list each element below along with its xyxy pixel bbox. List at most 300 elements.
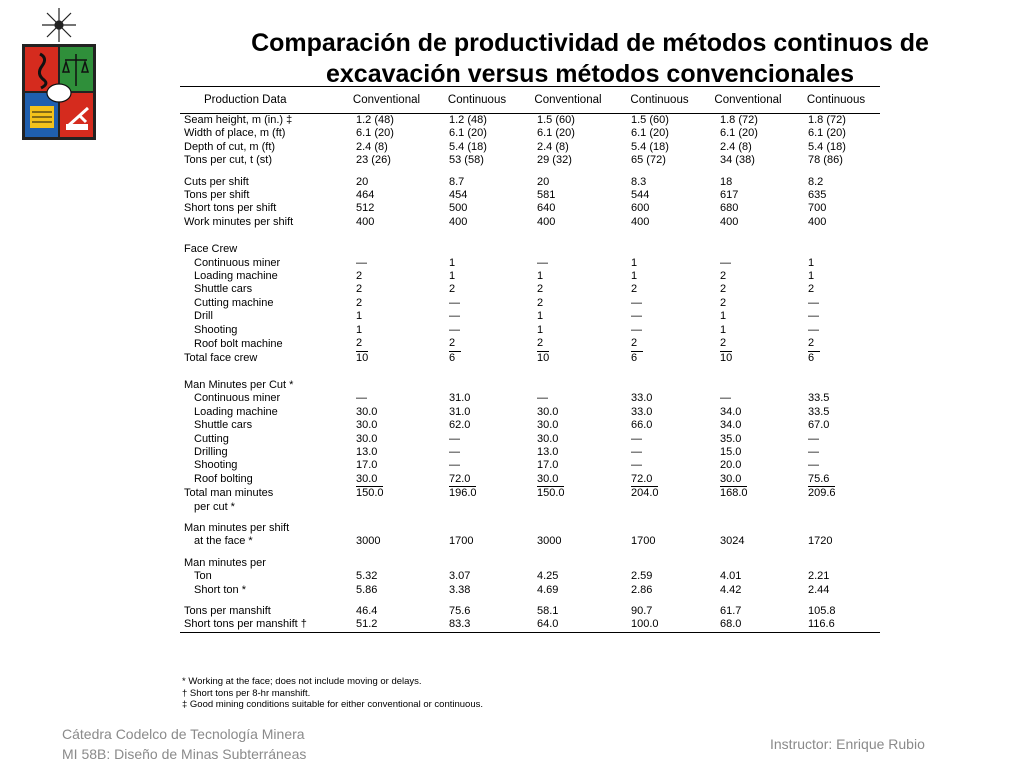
cell-value <box>340 605 433 618</box>
cell-value <box>704 283 792 296</box>
cell-text: 30.0 <box>537 419 559 432</box>
cell-text: 2 <box>537 296 544 309</box>
row-label: Shooting <box>194 323 238 336</box>
cell-text: 53 (58) <box>449 154 484 167</box>
cell-value <box>521 501 615 514</box>
cell-text: 31.0 <box>449 405 471 418</box>
row-label: Total face crew <box>184 351 258 364</box>
cell-value <box>433 406 521 419</box>
cell-value <box>615 189 704 202</box>
cell-text: 2.4 (8) <box>537 140 569 153</box>
cell-text: 400 <box>537 215 556 228</box>
cell-text: — <box>808 445 819 458</box>
cell-value <box>340 310 433 323</box>
cell-text: 31.0 <box>449 392 471 405</box>
cell-text: 23 (26) <box>356 154 391 167</box>
cell-text: 75.6 <box>808 473 835 487</box>
cell-text: 1 <box>537 270 544 283</box>
cell-value <box>433 202 521 215</box>
cell-value <box>521 535 615 548</box>
cell-value <box>340 154 433 167</box>
cell-text: 1 <box>449 256 456 269</box>
cell-value <box>704 154 792 167</box>
row-label: Work minutes per shift <box>184 215 294 228</box>
cell-value <box>792 522 880 535</box>
cell-value <box>433 618 521 632</box>
cell-text: 33.5 <box>808 405 830 418</box>
cell-text: — <box>356 256 367 269</box>
cell-value <box>615 392 704 405</box>
cell-value <box>340 337 433 351</box>
cell-text: 544 <box>631 189 650 202</box>
cell-text: — <box>449 445 460 458</box>
cell-text: 2.59 <box>631 570 653 583</box>
cell-text: 2 <box>808 337 820 351</box>
cell-text: 5.4 (18) <box>449 140 487 153</box>
row-label: per cut * <box>194 500 235 513</box>
cell-value <box>792 297 880 310</box>
cell-text: 83.3 <box>449 618 471 631</box>
cell-value <box>433 433 521 446</box>
cell-text: 8.3 <box>631 175 647 188</box>
cell-text: 6 <box>449 351 456 364</box>
cell-value <box>521 392 615 405</box>
cell-text: 3000 <box>537 535 562 548</box>
cell-value <box>433 127 521 140</box>
table-row <box>180 446 880 459</box>
cell-text: 66.0 <box>631 419 653 432</box>
cell-value <box>792 243 880 256</box>
cell-value <box>340 216 433 229</box>
table-row <box>180 584 880 597</box>
cell-text: 1 <box>537 310 544 323</box>
cell-value <box>433 310 521 323</box>
table-row <box>180 270 880 283</box>
cell-text: 2.4 (8) <box>720 140 752 153</box>
cell-value <box>433 297 521 310</box>
cell-text: 29 (32) <box>537 154 572 167</box>
cell-text: 6 <box>808 351 815 364</box>
cell-value <box>340 141 433 154</box>
cell-value <box>704 297 792 310</box>
cell-text: 1 <box>631 256 638 269</box>
footer-course-name: MI 58B: Diseño de Minas Subterráneas <box>62 746 307 762</box>
cell-value <box>340 257 433 270</box>
cell-text: 700 <box>808 202 827 215</box>
cell-value <box>704 189 792 202</box>
cell-text: — <box>449 432 460 445</box>
cell-value <box>704 501 792 514</box>
cell-text: — <box>808 432 819 445</box>
cell-value <box>615 584 704 597</box>
row-label: Tons per shift <box>184 189 250 202</box>
cell-value <box>340 419 433 432</box>
cell-value <box>704 522 792 535</box>
cell-text: 2 <box>720 337 732 351</box>
cell-text: — <box>449 310 460 323</box>
cell-value <box>433 216 521 229</box>
cell-value <box>340 392 433 405</box>
cell-value <box>792 176 880 189</box>
cell-value <box>615 605 704 618</box>
cell-value <box>521 324 615 337</box>
cell-value <box>704 270 792 283</box>
cell-text: 1700 <box>449 535 474 548</box>
cell-value <box>521 337 615 351</box>
cell-text: 581 <box>537 189 556 202</box>
table-row <box>180 459 880 472</box>
table-row <box>180 176 880 189</box>
cell-value <box>615 283 704 296</box>
row-label: Seam height, m (in.) ‡ <box>184 114 293 126</box>
university-crest-icon <box>18 6 100 144</box>
cell-value <box>792 406 880 419</box>
cell-value <box>615 618 704 632</box>
cell-value <box>704 310 792 323</box>
cell-value <box>792 283 880 296</box>
cell-text: 30.0 <box>720 473 747 487</box>
cell-text: 20 <box>537 175 550 188</box>
cell-value <box>704 584 792 597</box>
cell-value <box>340 283 433 296</box>
cell-value <box>615 154 704 167</box>
cell-value <box>792 535 880 548</box>
cell-value <box>792 392 880 405</box>
cell-text: 10 <box>356 351 369 364</box>
cell-value <box>521 433 615 446</box>
cell-text: 6.1 (20) <box>720 127 758 140</box>
cell-text: 1.2 (48) <box>449 114 487 126</box>
row-label: Shuttle cars <box>194 283 253 296</box>
cell-text: — <box>631 445 642 458</box>
table-row <box>180 473 880 487</box>
cell-value <box>615 522 704 535</box>
cell-text: 3.38 <box>449 583 471 596</box>
cell-text: 17.0 <box>537 459 559 472</box>
cell-text: 30.0 <box>537 405 559 418</box>
cell-text: 400 <box>356 215 375 228</box>
cell-text: 680 <box>720 202 739 215</box>
cell-text: 10 <box>720 351 733 364</box>
row-label: Cutting <box>194 432 229 445</box>
cell-text: 204.0 <box>631 487 659 500</box>
spacer-row <box>180 597 880 605</box>
cell-text: 20.0 <box>720 459 742 472</box>
cell-value <box>792 379 880 392</box>
column-header: Continuous <box>433 87 521 114</box>
row-label: Continuous miner <box>194 256 281 269</box>
cell-text: — <box>449 459 460 472</box>
cell-text: — <box>537 392 548 405</box>
row-label: Short tons per manshift † <box>180 618 340 632</box>
column-header: Continuous <box>792 87 880 114</box>
cell-value <box>340 297 433 310</box>
cell-text: 400 <box>449 215 468 228</box>
cell-text: 4.42 <box>720 583 742 596</box>
row-label: Man minutes per shift <box>184 521 290 534</box>
cell-value <box>521 257 615 270</box>
cell-value <box>433 446 521 459</box>
table-row <box>180 570 880 583</box>
cell-text: 15.0 <box>720 445 742 458</box>
cell-text: 72.0 <box>631 473 658 487</box>
cell-value <box>792 570 880 583</box>
table-row <box>180 379 880 392</box>
cell-value <box>615 433 704 446</box>
table-body <box>180 114 880 633</box>
cell-text: 400 <box>808 215 827 228</box>
production-data-table-container <box>180 86 880 633</box>
cell-value <box>792 557 880 570</box>
cell-value <box>433 257 521 270</box>
row-label: Short ton * <box>194 583 246 596</box>
cell-value <box>792 419 880 432</box>
cell-value <box>433 557 521 570</box>
cell-value <box>521 557 615 570</box>
cell-text: 6 <box>631 351 638 364</box>
table-row <box>180 324 880 337</box>
slide-title <box>195 28 985 90</box>
cell-text: — <box>808 459 819 472</box>
cell-text: 2 <box>537 337 549 351</box>
cell-text: 5.4 (18) <box>808 140 846 153</box>
cell-value <box>521 522 615 535</box>
cell-text: 105.8 <box>808 605 836 617</box>
row-label: Continuous miner <box>194 392 281 405</box>
cell-value <box>615 270 704 283</box>
cell-text: 6.1 (20) <box>356 127 394 140</box>
cell-value <box>340 270 433 283</box>
cell-value <box>792 487 880 500</box>
cell-text: 30.0 <box>356 432 378 445</box>
star-icon <box>42 8 76 42</box>
row-label: Depth of cut, m (ft) <box>184 140 276 153</box>
cell-value <box>521 216 615 229</box>
table-row <box>180 419 880 432</box>
cell-value <box>704 114 792 128</box>
table-header-row <box>180 87 880 114</box>
cell-value <box>340 522 433 535</box>
row-label: Face Crew <box>184 243 238 256</box>
cell-value <box>521 141 615 154</box>
table-row <box>180 310 880 323</box>
footnotes <box>182 676 483 711</box>
cell-text: — <box>537 256 548 269</box>
cell-value <box>615 310 704 323</box>
cell-text: 72.0 <box>449 473 476 487</box>
cell-value <box>340 487 433 500</box>
cell-text: 196.0 <box>449 487 477 500</box>
cell-value <box>615 257 704 270</box>
cell-value <box>340 352 433 365</box>
cell-value <box>615 176 704 189</box>
cell-text: 13.0 <box>356 445 378 458</box>
cell-value <box>340 459 433 472</box>
cell-value <box>792 189 880 202</box>
cell-text: 2 <box>356 283 363 296</box>
cell-value <box>615 297 704 310</box>
cell-value <box>340 202 433 215</box>
cell-text: 5.32 <box>356 570 378 583</box>
table-row <box>180 406 880 419</box>
cell-text: 2 <box>631 283 638 296</box>
cell-text: 8.2 <box>808 175 824 188</box>
cell-value <box>340 406 433 419</box>
cell-value <box>521 189 615 202</box>
cell-text: 68.0 <box>720 618 742 631</box>
cell-value <box>704 473 792 487</box>
cell-value <box>615 487 704 500</box>
cell-value <box>704 446 792 459</box>
cell-value <box>433 189 521 202</box>
cell-value <box>433 141 521 154</box>
cell-value <box>704 141 792 154</box>
cell-text: 1.5 (60) <box>537 114 575 126</box>
cell-text: 5.86 <box>356 583 378 596</box>
cell-value <box>792 501 880 514</box>
row-label: Tons per cut, t (st) <box>184 154 273 167</box>
cell-text: — <box>631 432 642 445</box>
cell-value <box>792 337 880 351</box>
cell-text: 34 (38) <box>720 154 755 167</box>
cell-text: 30.0 <box>356 473 383 487</box>
cell-value <box>521 310 615 323</box>
cell-value <box>615 216 704 229</box>
cell-value <box>704 337 792 351</box>
cell-text: 35.0 <box>720 432 742 445</box>
cell-text: 2 <box>449 337 461 351</box>
cell-text: 67.0 <box>808 419 830 432</box>
cell-text: 1720 <box>808 535 833 548</box>
table-row <box>180 557 880 570</box>
cell-text: 62.0 <box>449 419 471 432</box>
cell-value <box>615 419 704 432</box>
cell-value <box>615 141 704 154</box>
table-row <box>180 352 880 365</box>
cell-value <box>433 270 521 283</box>
cell-value <box>704 127 792 140</box>
cell-text: 1 <box>808 270 815 283</box>
cell-value <box>433 114 521 128</box>
row-label: Man Minutes per Cut * <box>184 378 294 391</box>
table-row <box>180 202 880 215</box>
cell-text: 2 <box>720 283 727 296</box>
row-label: Total man minutes <box>184 487 274 500</box>
cell-value <box>704 570 792 583</box>
spacer-row <box>180 514 880 522</box>
cell-value <box>615 406 704 419</box>
cell-value <box>792 270 880 283</box>
cell-value <box>521 446 615 459</box>
table-row <box>180 392 880 405</box>
cell-value <box>521 176 615 189</box>
cell-value <box>792 352 880 365</box>
cell-text: 1 <box>631 270 638 283</box>
cell-value <box>615 570 704 583</box>
cell-value <box>704 487 792 500</box>
cell-text: 33.5 <box>808 392 830 405</box>
table-row <box>180 257 880 270</box>
cell-text: 2.4 (8) <box>356 140 388 153</box>
row-label: Width of place, m (ft) <box>184 127 286 140</box>
cell-text: 1 <box>537 323 544 336</box>
cell-value <box>704 605 792 618</box>
table-row <box>180 535 880 548</box>
cell-text: 4.69 <box>537 583 559 596</box>
table-row <box>180 243 880 256</box>
cell-text: 8.7 <box>449 175 465 188</box>
cell-value <box>340 324 433 337</box>
column-header: Conventional <box>521 87 615 114</box>
cell-value <box>792 446 880 459</box>
cell-text: 6.1 (20) <box>808 127 846 140</box>
cell-text: 6.1 (20) <box>537 127 575 140</box>
cell-text: 2.86 <box>631 583 653 596</box>
cell-text: — <box>808 296 819 309</box>
cell-text: 34.0 <box>720 405 742 418</box>
cell-text: 100.0 <box>631 618 659 631</box>
cell-value <box>615 114 704 128</box>
cell-text: 51.2 <box>356 618 378 631</box>
cell-value <box>433 243 521 256</box>
spacer-row <box>180 549 880 557</box>
cell-value <box>521 154 615 167</box>
cell-text: — <box>449 296 460 309</box>
cell-value <box>615 337 704 351</box>
cell-value <box>433 535 521 548</box>
cell-value <box>615 127 704 140</box>
table-row <box>180 114 880 128</box>
table-row <box>180 605 880 618</box>
cell-value <box>521 379 615 392</box>
cell-text: 65 (72) <box>631 154 666 167</box>
cell-value <box>521 406 615 419</box>
cell-value <box>792 310 880 323</box>
cell-value <box>615 352 704 365</box>
row-label: Tons per manshift <box>184 605 271 617</box>
cell-value <box>615 459 704 472</box>
cell-value <box>340 433 433 446</box>
cell-value <box>704 459 792 472</box>
cell-value <box>792 433 880 446</box>
table-row <box>180 297 880 310</box>
cell-value <box>433 337 521 351</box>
cell-value <box>521 202 615 215</box>
cell-text: 75.6 <box>449 605 471 617</box>
row-label: Drilling <box>194 445 228 458</box>
cell-text: 30.0 <box>356 419 378 432</box>
column-header: Conventional <box>340 87 433 114</box>
cell-text: 2 <box>356 270 363 283</box>
cell-value <box>704 202 792 215</box>
cell-text: 1 <box>356 323 363 336</box>
row-label: Drill <box>194 310 213 323</box>
cell-value <box>792 114 880 128</box>
cell-text: 116.6 <box>808 618 835 631</box>
cell-text: 600 <box>631 202 650 215</box>
cell-value <box>521 243 615 256</box>
cell-text: 2 <box>631 337 643 351</box>
cell-value <box>340 379 433 392</box>
table-row <box>180 127 880 140</box>
cell-value <box>521 618 615 632</box>
cell-text: 3000 <box>356 535 381 548</box>
cell-text: 150.0 <box>537 487 565 500</box>
cell-text: 635 <box>808 189 827 202</box>
cell-value <box>433 605 521 618</box>
cell-text: 1 <box>449 270 456 283</box>
cell-value <box>521 584 615 597</box>
